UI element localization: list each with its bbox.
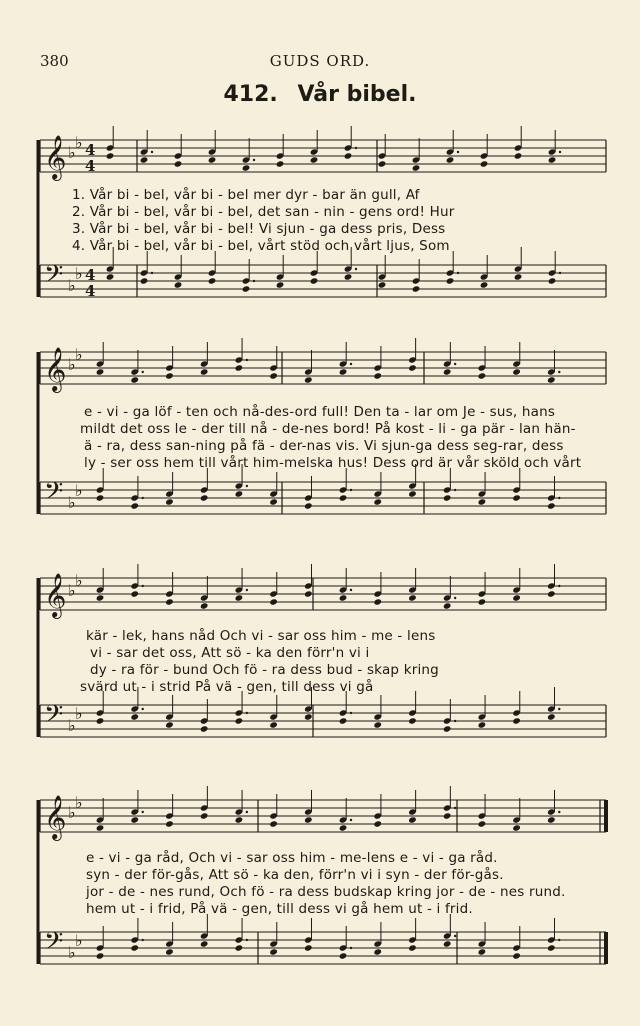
dot: [151, 151, 153, 153]
dot: [558, 939, 560, 941]
note-head: [408, 490, 417, 497]
note-head: [378, 160, 387, 167]
note-head: [408, 594, 417, 601]
dot: [350, 819, 352, 821]
note-head: [304, 590, 313, 597]
lyric-line: 1. Vår bi - bel, vår bi - bel mer dyr - bar än gull, Af: [72, 187, 420, 203]
flat-sign-icon: ♭: [75, 571, 83, 590]
note-head: [512, 594, 521, 601]
note-head: [165, 721, 174, 728]
note-head: [344, 152, 353, 159]
note-head: [412, 164, 421, 171]
note-head: [96, 717, 105, 724]
note-head: [235, 594, 244, 601]
hymn-number: 412.: [223, 82, 278, 107]
note-head: [165, 498, 174, 505]
lyric-line: ä - ra, dess san-ning på fä - der-nas vis. Vi sjun-ga dess seg-rar, dess: [84, 438, 564, 454]
time-signature: 4: [85, 157, 96, 175]
note-head: [373, 948, 382, 955]
dot: [558, 708, 560, 710]
dot: [454, 807, 456, 809]
dot: [558, 811, 560, 813]
time-signature: 4: [85, 141, 96, 159]
flat-sign-icon: ♭: [68, 803, 76, 822]
note-head: [373, 498, 382, 505]
bass-clef-icon: 𝄢: [44, 700, 64, 735]
note-head: [269, 721, 278, 728]
note-head: [478, 820, 487, 827]
note-head: [412, 285, 421, 292]
note-head: [242, 285, 251, 292]
note-head: [443, 725, 452, 732]
note-head: [235, 944, 244, 951]
note-head: [96, 494, 105, 501]
dot: [454, 720, 456, 722]
lyric-line: dy - ra för - bund Och fö - ra dess bud - skap kring: [90, 662, 439, 678]
dot: [350, 712, 352, 714]
note-head: [512, 824, 521, 831]
note-head: [478, 948, 487, 955]
flat-sign-icon: ♭: [68, 276, 76, 295]
note-head: [96, 952, 105, 959]
note-head: [373, 820, 382, 827]
dot: [457, 272, 459, 274]
flat-sign-icon: ♭: [75, 793, 83, 812]
note-head: [478, 598, 487, 605]
note-head: [547, 590, 556, 597]
note-head: [165, 598, 174, 605]
note-head: [165, 948, 174, 955]
note-head: [130, 376, 139, 383]
note-head: [408, 816, 417, 823]
note-head: [106, 273, 115, 280]
note-head: [408, 364, 417, 371]
flat-sign-icon: ♭: [68, 943, 76, 962]
page-number: 380: [40, 52, 69, 70]
note-head: [310, 277, 319, 284]
note-head: [443, 812, 452, 819]
note-head: [130, 502, 139, 509]
note-head: [339, 594, 348, 601]
note-head: [235, 364, 244, 371]
note-head: [547, 376, 556, 383]
note-head: [512, 368, 521, 375]
dot: [558, 371, 560, 373]
note-head: [208, 156, 217, 163]
note-head: [373, 372, 382, 379]
note-head: [408, 944, 417, 951]
dot: [350, 489, 352, 491]
dot: [142, 811, 144, 813]
note-head: [339, 717, 348, 724]
note-head: [208, 277, 217, 284]
note-head: [130, 816, 139, 823]
dot: [559, 272, 561, 274]
note-head: [344, 273, 353, 280]
dot: [246, 811, 248, 813]
dot: [454, 597, 456, 599]
note-head: [276, 281, 285, 288]
dot: [142, 939, 144, 941]
lyric-line: syn - der för-gås, Att sö - ka den, förr'n vi i syn - der för-gås.: [86, 867, 504, 883]
dot: [253, 280, 255, 282]
lyric-line: mildt det oss le - der till nå - de-nes bord! På kost - li - ga pär - lan hän-: [80, 421, 576, 437]
flat-sign-icon: ♭: [75, 704, 83, 723]
note-head: [339, 952, 348, 959]
time-signature: 4: [85, 282, 96, 300]
note-head: [269, 598, 278, 605]
note-head: [512, 717, 521, 724]
note-head: [548, 156, 557, 163]
dot: [142, 371, 144, 373]
bass-clef-icon: 𝄢: [44, 477, 64, 512]
note-head: [96, 824, 105, 831]
note-head: [269, 820, 278, 827]
lyric-line: ly - ser oss hem till vårt him-melska hus! Dess ord är vår sköld och vårt: [84, 455, 582, 471]
lyric-line: svärd ut - i strid På vä - gen, till dess vi gå: [80, 679, 374, 695]
note-head: [373, 598, 382, 605]
note-head: [235, 490, 244, 497]
lyric-line: 4. Vår bi - bel, vår bi - bel, vårt stöd och vårt ljus, Som: [72, 238, 450, 254]
bass-clef-icon: 𝄢: [44, 260, 64, 295]
note-head: [269, 498, 278, 505]
dot: [246, 589, 248, 591]
flat-sign-icon: ♭: [75, 481, 83, 500]
note-head: [408, 717, 417, 724]
treble-clef-icon: 𝄞: [44, 795, 67, 839]
note-head: [446, 277, 455, 284]
dot: [350, 589, 352, 591]
note-head: [547, 944, 556, 951]
dot: [350, 947, 352, 949]
note-head: [478, 721, 487, 728]
note-head: [547, 816, 556, 823]
note-head: [443, 940, 452, 947]
note-head: [339, 494, 348, 501]
dot: [350, 363, 352, 365]
note-head: [547, 502, 556, 509]
note-head: [310, 156, 319, 163]
flat-sign-icon: ♭: [68, 716, 76, 735]
bass-clef-icon: 𝄢: [44, 927, 64, 962]
lyric-line: e - vi - ga löf - ten och nå-des-ord full! Den ta - lar om Je - sus, hans: [84, 404, 556, 420]
note-head: [130, 590, 139, 597]
dot: [454, 935, 456, 937]
note-head: [269, 372, 278, 379]
note-head: [140, 156, 149, 163]
note-head: [512, 952, 521, 959]
dot: [355, 147, 357, 149]
lyric-line: vi - sar det oss, Att sö - ka den förr'n vi i: [90, 645, 370, 661]
note-head: [512, 494, 521, 501]
note-head: [130, 944, 139, 951]
note-head: [304, 713, 313, 720]
dot: [142, 585, 144, 587]
note-head: [480, 281, 489, 288]
note-head: [304, 816, 313, 823]
note-head: [200, 368, 209, 375]
note-head: [130, 713, 139, 720]
dot: [253, 159, 255, 161]
flat-sign-icon: ♭: [75, 264, 83, 283]
dot: [151, 272, 153, 274]
treble-clef-icon: 𝄞: [44, 135, 67, 179]
lyric-line: e - vi - ga råd, Och vi - sar oss him - me-lens e - vi - ga råd.: [86, 850, 498, 866]
dot: [454, 489, 456, 491]
lyric-line: kär - lek, hans nåd Och vi - sar oss him - me - lens: [86, 628, 436, 644]
note-head: [174, 160, 183, 167]
note-head: [174, 281, 183, 288]
lyric-line: 3. Vår bi - bel, vår bi - bel! Vi sjun - ga dess pris, Dess: [72, 221, 446, 237]
note-head: [443, 494, 452, 501]
dot: [142, 497, 144, 499]
note-head: [200, 725, 209, 732]
note-head: [480, 160, 489, 167]
dot: [559, 151, 561, 153]
flat-sign-icon: ♭: [68, 355, 76, 374]
dot: [558, 497, 560, 499]
note-head: [446, 156, 455, 163]
note-head: [373, 721, 382, 728]
running-head: GUDS ORD.: [269, 52, 371, 70]
dot: [246, 712, 248, 714]
dot: [355, 268, 357, 270]
treble-clef-icon: 𝄞: [44, 347, 67, 391]
note-head: [548, 277, 557, 284]
note-head: [547, 713, 556, 720]
lyric-line: 2. Vår bi - bel, vår bi - bel, det san - nin - gens ord! Hur: [72, 204, 455, 220]
note-head: [200, 494, 209, 501]
dot: [558, 585, 560, 587]
flat-sign-icon: ♭: [68, 493, 76, 512]
flat-sign-icon: ♭: [68, 581, 76, 600]
note-head: [96, 594, 105, 601]
note-head: [106, 152, 115, 159]
note-head: [478, 372, 487, 379]
dot: [246, 359, 248, 361]
note-head: [235, 816, 244, 823]
note-head: [96, 368, 105, 375]
note-head: [304, 502, 313, 509]
note-head: [514, 273, 523, 280]
note-head: [478, 498, 487, 505]
note-head: [200, 940, 209, 947]
note-head: [339, 824, 348, 831]
note-head: [378, 281, 387, 288]
dot: [457, 151, 459, 153]
flat-sign-icon: ♭: [75, 133, 83, 152]
treble-clef-icon: 𝄞: [44, 573, 67, 617]
flat-sign-icon: ♭: [68, 143, 76, 162]
note-head: [443, 602, 452, 609]
dot: [454, 363, 456, 365]
note-head: [269, 948, 278, 955]
note-head: [276, 160, 285, 167]
note-head: [235, 717, 244, 724]
note-head: [165, 372, 174, 379]
note-head: [443, 368, 452, 375]
time-signature: 4: [85, 266, 96, 284]
lyric-line: hem ut - i frid, På vä - gen, till dess vi gå hem ut - i frid.: [86, 901, 473, 917]
note-head: [339, 368, 348, 375]
note-head: [200, 812, 209, 819]
note-head: [304, 376, 313, 383]
lyric-line: jor - de - nes rund, Och fö - ra dess budskap kring jor - de - nes rund.: [86, 884, 566, 900]
flat-sign-icon: ♭: [75, 345, 83, 364]
note-head: [304, 944, 313, 951]
dot: [142, 708, 144, 710]
flat-sign-icon: ♭: [75, 931, 83, 950]
note-head: [514, 152, 523, 159]
note-head: [242, 164, 251, 171]
dot: [246, 485, 248, 487]
note-head: [200, 602, 209, 609]
note-head: [140, 277, 149, 284]
dot: [246, 939, 248, 941]
hymn-title: Vår bibel.: [297, 82, 417, 107]
note-head: [165, 820, 174, 827]
